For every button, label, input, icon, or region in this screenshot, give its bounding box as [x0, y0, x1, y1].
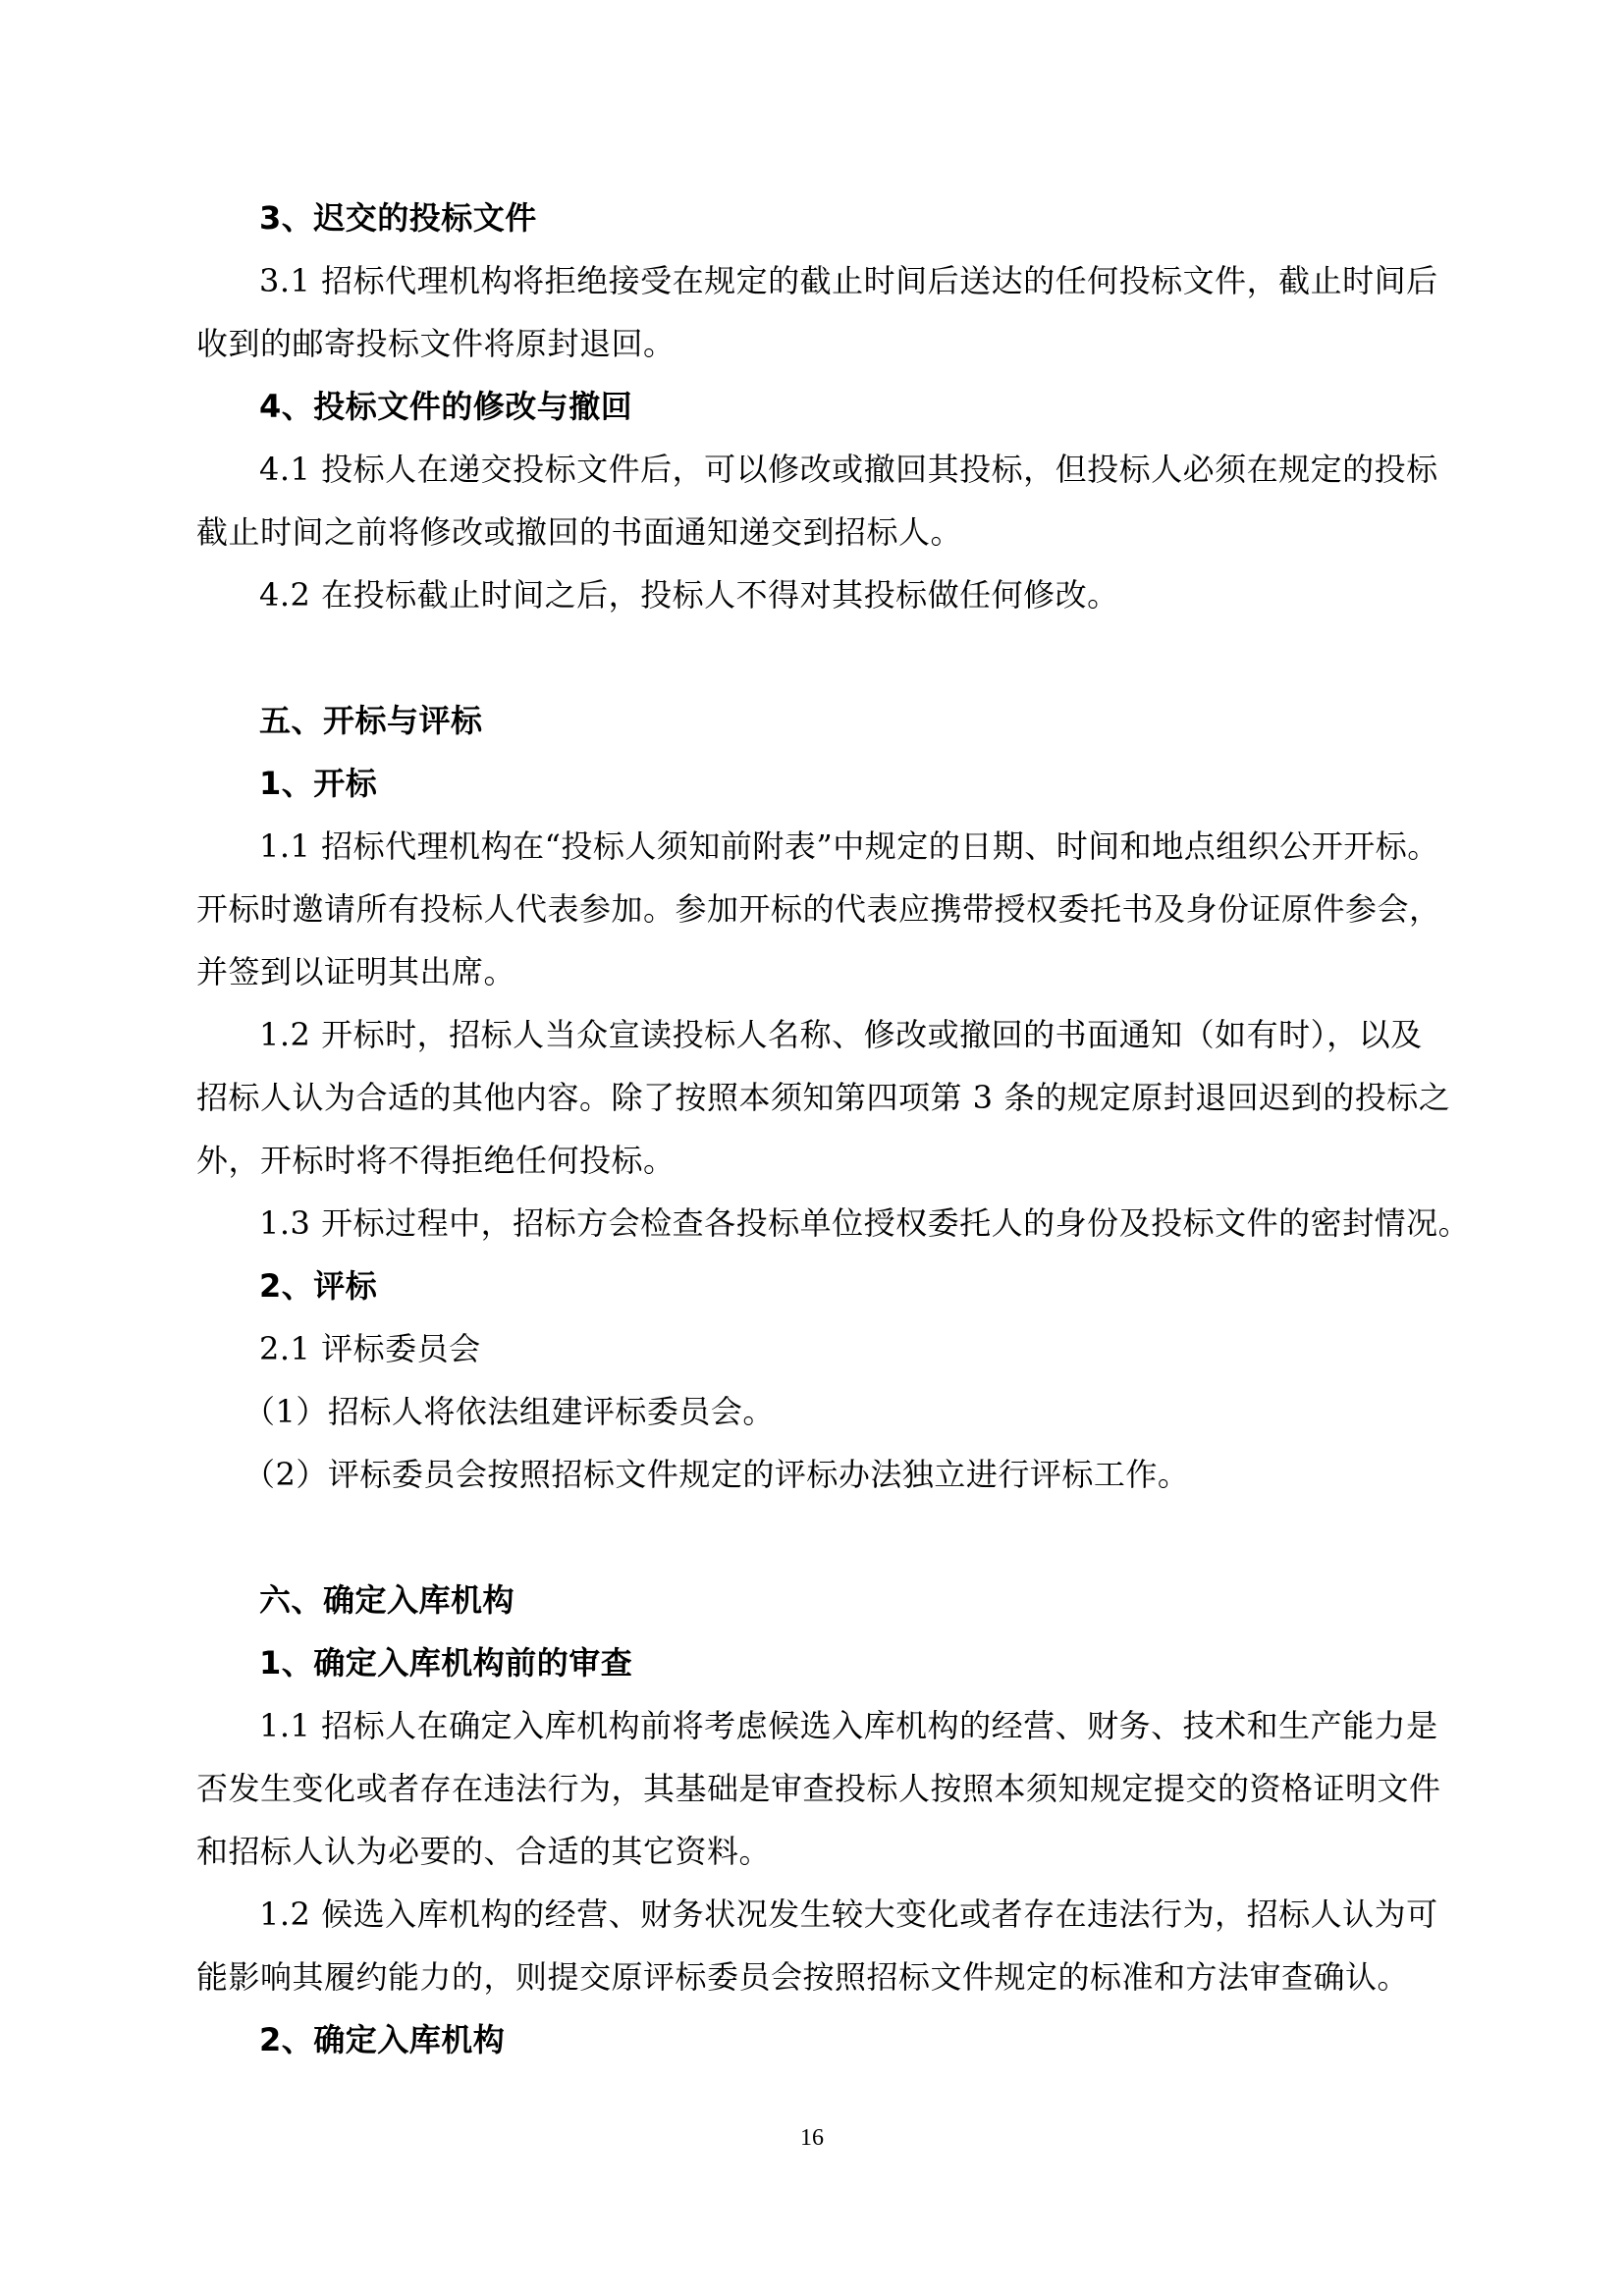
paragraph-line: 1.1 招标人在确定入库机构前将考虑候选入库机构的经营、财务、技术和生产能力是	[259, 1707, 1438, 1744]
document-body	[196, 187, 1473, 2071]
paragraph-line: 并签到以证明其出席。	[196, 953, 516, 990]
heading-evaluation: 2、评标	[259, 1267, 378, 1305]
heading-determine-institution: 2、确定入库机构	[259, 2021, 506, 2058]
heading-bid-modification: 4、投标文件的修改与撤回	[259, 388, 633, 425]
section-heading-determine-institution: 六、确定入库机构	[259, 1581, 515, 1619]
list-item: （1）招标人将依法组建评标委员会。	[244, 1393, 775, 1430]
paragraph-line: 1.3 开标过程中，招标方会检查各投标单位授权委托人的身份及投标文件的密封情况。	[259, 1204, 1471, 1242]
paragraph-line: 否发生变化或者存在违法行为，其基础是审查投标人按照本须知规定提交的资格证明文件	[196, 1770, 1441, 1807]
paragraph-line: 外，开标时将不得拒绝任何投标。	[196, 1142, 676, 1179]
section-heading-opening-evaluation: 五、开标与评标	[259, 702, 483, 739]
paragraph-line: 1.2 开标时，招标人当众宣读投标人名称、修改或撤回的书面通知（如有时），以及	[259, 1016, 1423, 1053]
heading-late-bids: 3、迟交的投标文件	[259, 199, 537, 237]
heading-pre-review: 1、确定入库机构前的审查	[259, 1644, 633, 1682]
paragraph-line: 截止时间之前将修改或撤回的书面通知递交到招标人。	[196, 513, 963, 551]
paragraph-line: 1.1 招标代理机构在“投标人须知前附表”中规定的日期、时间和地点组织公开开标。	[259, 828, 1439, 865]
section-spacer	[196, 626, 1473, 689]
page-number: 16	[800, 2125, 824, 2151]
paragraph-line: 和招标人认为必要的、合适的其它资料。	[196, 1833, 772, 1870]
paragraph-line: 4.2 在投标截止时间之后，投标人不得对其投标做任何修改。	[259, 576, 1119, 614]
paragraph-line: 能影响其履约能力的，则提交原评标委员会按照招标文件规定的标准和方法审查确认。	[196, 1958, 1410, 1996]
paragraph-line: 招标人认为合适的其他内容。除了按照本须知第四项第 3 条的规定原封退回迟到的投标之	[196, 1079, 1451, 1116]
paragraph-line: 开标时邀请所有投标人代表参加。参加开标的代表应携带授权委托书及身份证原件参会，	[196, 890, 1441, 928]
paragraph-line: 4.1 投标人在递交投标文件后，可以修改或撤回其投标，但投标人必须在规定的投标	[259, 451, 1438, 488]
paragraph-line: 3.1 招标代理机构将拒绝接受在规定的截止时间后送达的任何投标文件，截止时间后	[259, 262, 1438, 299]
section-spacer	[196, 1506, 1473, 1569]
heading-bid-opening: 1、开标	[259, 765, 378, 802]
paragraph-line: 2.1 评标委员会	[259, 1330, 481, 1367]
paragraph-line: 1.2 候选入库机构的经营、财务状况发生较大变化或者存在违法行为，招标人认为可	[259, 1896, 1438, 1933]
list-item: （2）评标委员会按照招标文件规定的评标办法独立进行评标工作。	[244, 1456, 1190, 1493]
paragraph-line: 收到的邮寄投标文件将原封退回。	[196, 325, 676, 362]
